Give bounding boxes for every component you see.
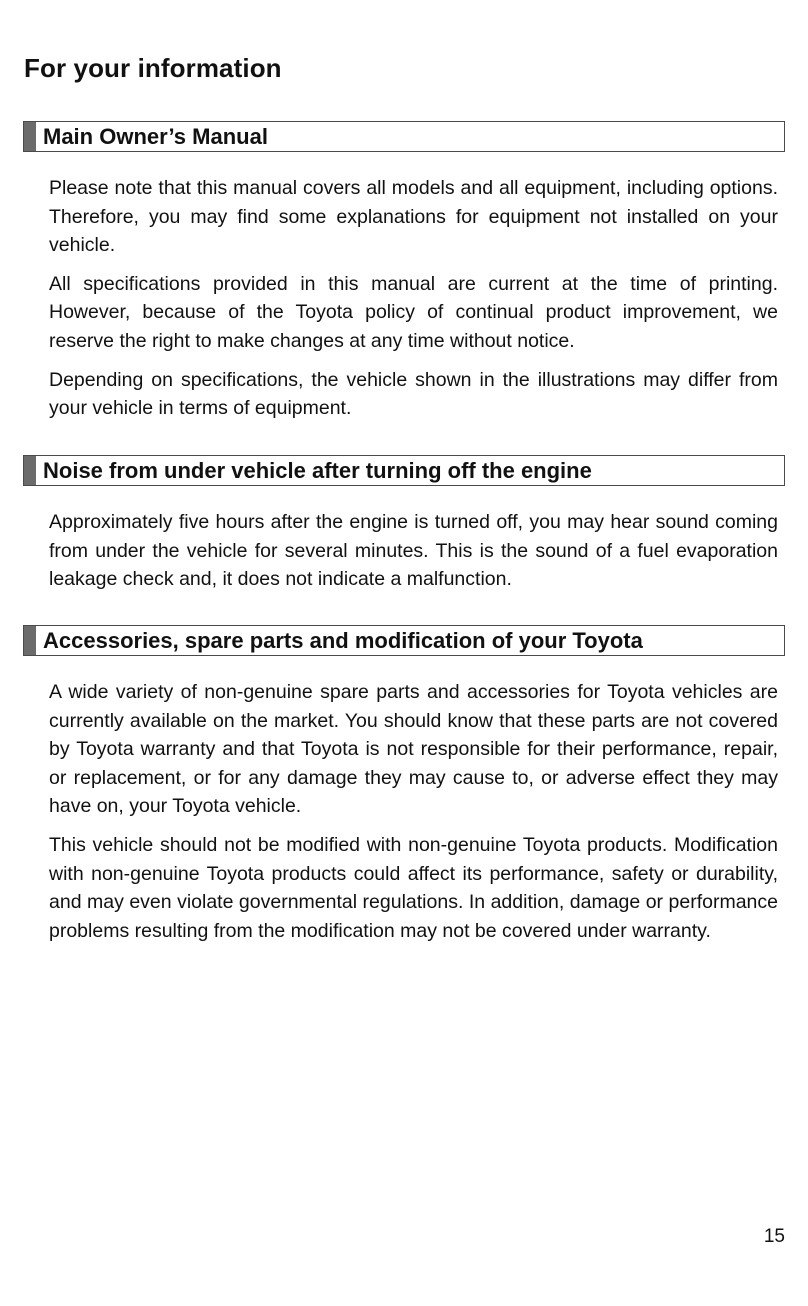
- section-header-bar: [24, 122, 36, 151]
- page-title: For your information: [24, 53, 282, 83]
- section-body: [49, 678, 778, 945]
- section-accessories-modification: [23, 625, 785, 955]
- section-main-owners-manual: [23, 121, 785, 433]
- section-header-bar: [24, 456, 36, 485]
- paragraph: Please note that this manual covers all models and all equipment, including options. Therefore, you may find some explanations for equipment not installed on your vehicle.: [49, 177, 778, 257]
- section-header: [23, 121, 785, 152]
- section-header-bar: [24, 626, 36, 655]
- section-header: [23, 625, 785, 656]
- section-heading: Noise from under vehicle after turning off the engine: [43, 458, 592, 483]
- section-heading: Accessories, spare parts and modification of your Toyota: [43, 628, 643, 653]
- section-header: [23, 455, 785, 486]
- section-noise-after-engine-off: [23, 455, 785, 604]
- section-heading: Main Owner’s Manual: [43, 124, 268, 149]
- paragraph: Approximately five hours after the engine is turned off, you may hear sound coming from under the vehicle for several minutes. This is the sound of a fuel evaporation leakage check and, it does not indicate a malfunction.: [49, 511, 778, 591]
- paragraph: This vehicle should not be modified with non-genuine Toyota products. Modification with non-genuine Toyota products could affect its performance, safety or durability, and may even violate governmental regulations. In addition, damage or performance problems resulting from the modification may not be covered under warranty.: [49, 833, 778, 942]
- section-body: [49, 508, 778, 594]
- paragraph: Depending on specifications, the vehicle shown in the illustrations may differ from your vehicle in terms of equipment.: [49, 368, 778, 420]
- paragraph: All specifications provided in this manual are current at the time of printing. However, because of the Toyota policy of continual product improvement, we reserve the right to make changes at any time without notice.: [49, 272, 778, 352]
- section-body: [49, 174, 778, 423]
- paragraph: A wide variety of non-genuine spare parts and accessories for Toyota vehicles are currently available on the market. You should know that these parts are not covered by Toyota warranty and that Toyota is not responsible for their performance, repair, or replacement, or for any damage they may cause to, or adverse effect they may have on, your Toyota vehicle.: [49, 681, 778, 818]
- page-number: 15: [763, 1226, 785, 1247]
